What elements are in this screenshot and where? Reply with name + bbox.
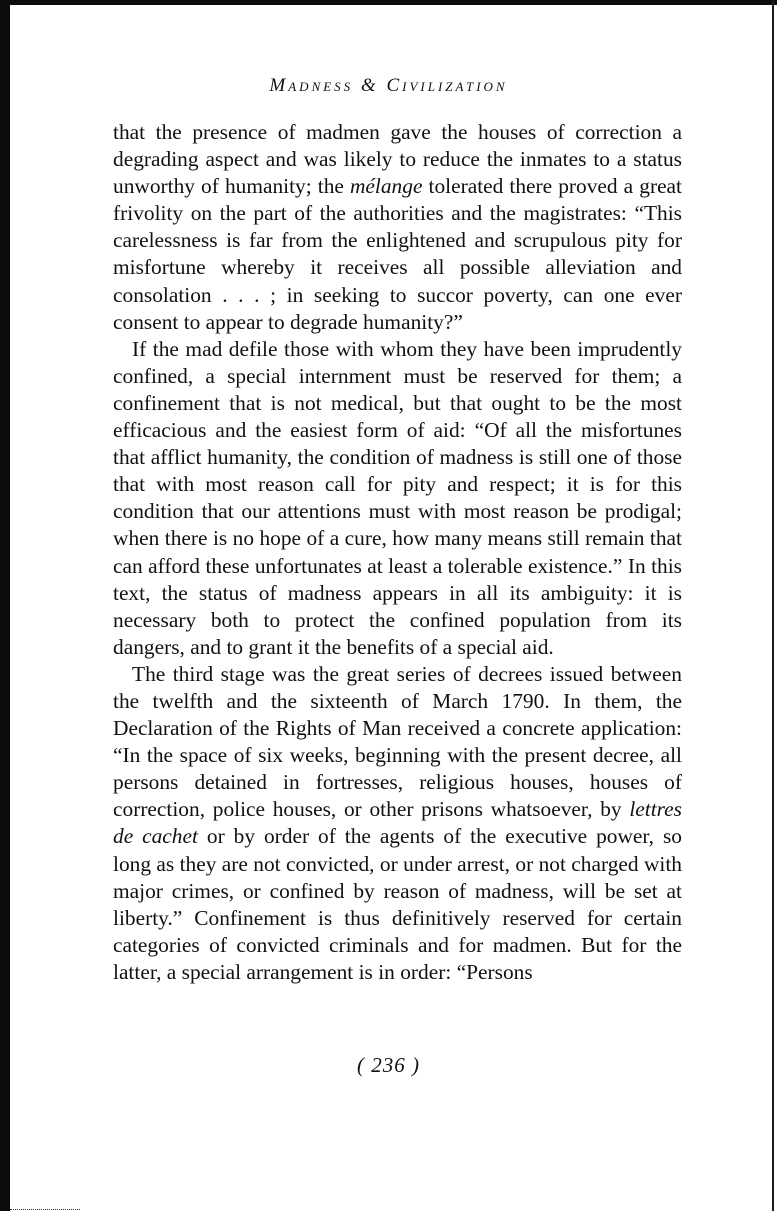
scan-edge-bottom: [10, 1209, 80, 1210]
body-text: [113, 119, 682, 986]
scan-edge-left: [0, 0, 10, 1211]
paragraph-segment: that the presence of madmen gave the houses of correction a degrading aspect and was likely to reduce the inmates to a status unworthy of humanity; the: [113, 120, 682, 199]
scan-edge-right: [772, 0, 774, 1211]
paragraph-segment: tolerated there proved a great frivolity on the part of the authorities and the magistrates: “This carelessness is far from the enlightened and scrupulous pity for misfortune whereby it receives all possible alleviation and consolation . . . ; in seeking to succor poverty, can one ever consent to appear to degrade humanity?”: [113, 174, 682, 334]
scan-edge-top: [0, 0, 777, 5]
paragraph-1: [113, 119, 682, 336]
running-head: Madness & Civilization: [269, 75, 508, 96]
italic-term: lettres de cachet: [113, 797, 682, 849]
paragraph-segment: or by order of the agents of the executive power, so long as they are not convicted, or under arrest, or not charged with major crimes, or confined by reason of madness, will be set at liberty.” Confinement is thus definitively reserved for certain categories of convicted criminals and for madmen. But for the latter, a special arrangement is in order: “Persons: [113, 824, 682, 984]
paragraph-2: [113, 336, 682, 661]
paragraph-3: [113, 661, 682, 986]
page-number: ( 236 ): [357, 1053, 420, 1077]
paragraph-segment: The third stage was the great series of decrees issued between the twelfth and the sixteenth of March 1790. In them, the Declaration of the Rights of Man received a concrete application: “In the space of six weeks, beginning with the present decree, all persons detained in fortresses, religious houses, houses of correction, police houses, or other prisons whatsoever, by: [113, 661, 682, 822]
paragraph-segment: If the mad defile those with whom they have been imprudently confined, a special internment must be reserved for them; a confinement that is not medical, but that ought to be the most efficacious and the easiest form of aid: “Of all the misfortunes that afflict humanity, the condition of madness is still one of those that with most reason call for pity and respect; it is for this condition that our attentions must with most reason be prodigal; when there is no hope of a cure, how many means still remain that can afford these unfortunates at least a tolerable existence.” In this text, the status of madness appears in all its ambiguity: it is necessary both to protect the confined population from its dangers, and to grant it the benefits of a special aid.: [113, 336, 682, 659]
italic-term: mélange: [349, 174, 423, 199]
